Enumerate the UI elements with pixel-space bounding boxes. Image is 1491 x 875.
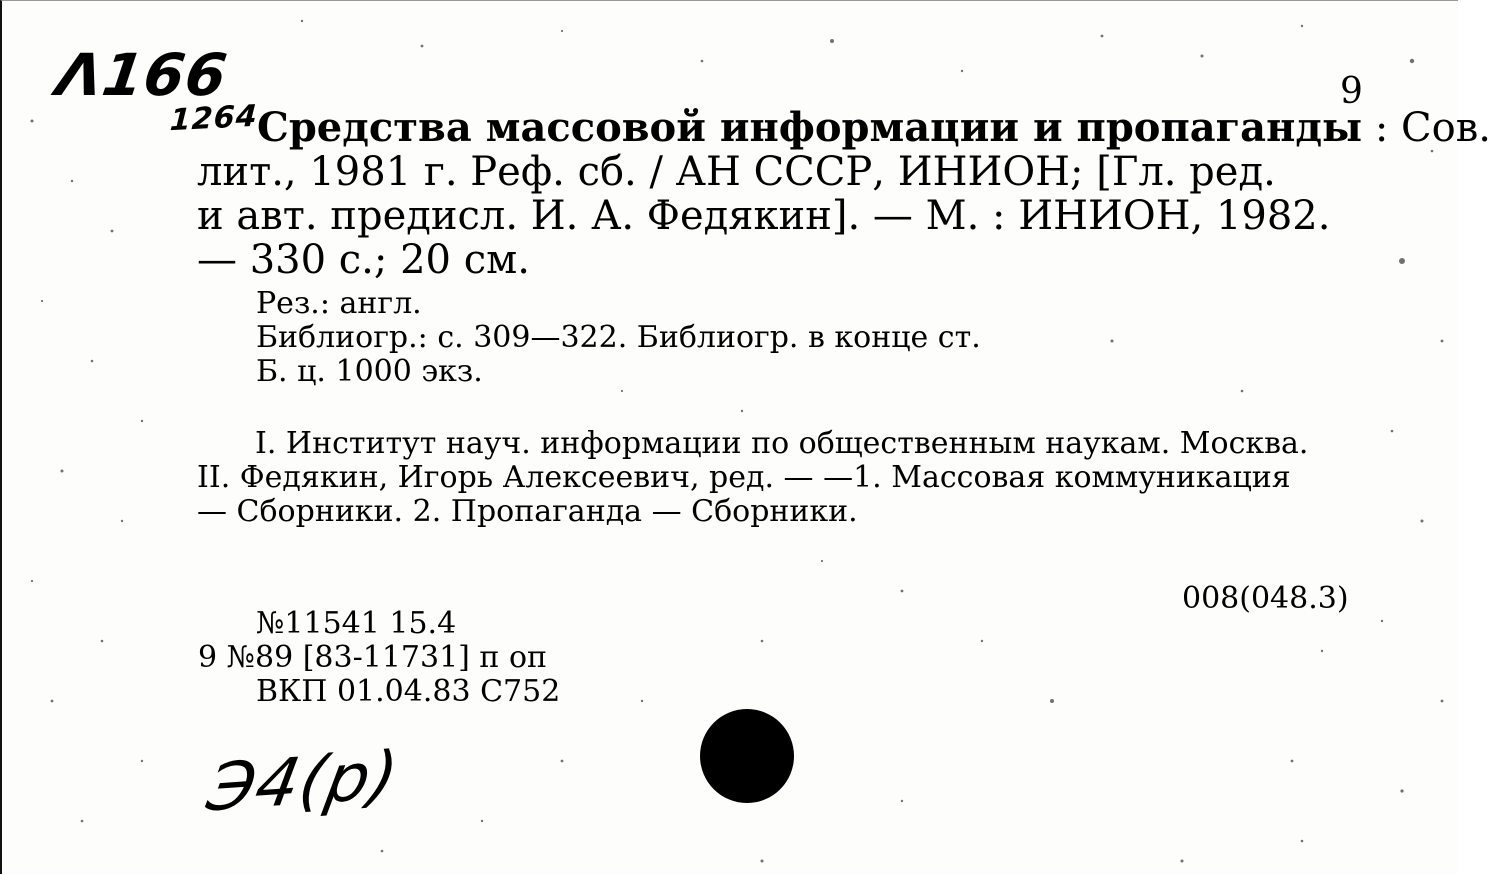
card-number: 9 xyxy=(1340,71,1363,112)
bibliographic-description xyxy=(197,104,1491,283)
note-summary: Рез.: англ. xyxy=(256,286,422,321)
punch-hole xyxy=(700,709,794,803)
registry-line-1: №11541 15.4 xyxy=(256,606,457,641)
title-heading-tail: : Сов. xyxy=(1362,105,1491,151)
title-heading: Средства массовой информации и пропаганды xyxy=(257,104,1363,151)
handwritten-shelf-code: Λ166 xyxy=(52,41,232,109)
title-line-4: — 330 с.; 20 см. xyxy=(197,237,530,283)
handwritten-shelf-subcode: 1264 xyxy=(168,98,259,139)
note-bibliography: Библиогр.: с. 309—322. Библиогр. в конце ст. xyxy=(256,320,981,355)
subject-line-3: — Сборники. 2. Пропаганда — Сборники. xyxy=(197,494,858,529)
subject-line-2: II. Федякин, Игорь Алексеевич, ред. — —1. Массовая коммуникация xyxy=(197,460,1291,495)
registry-block xyxy=(198,607,560,709)
title-line-1 xyxy=(197,104,1491,151)
udc-code: 008(048.3) xyxy=(1182,581,1349,616)
note-price-run: Б. ц. 1000 экз. xyxy=(256,354,483,389)
title-line-3: и авт. предисл. И. А. Федякин]. — М. : ИНИОН, 1982. xyxy=(197,193,1331,239)
handwritten-classification: Э4(р) xyxy=(201,736,405,827)
title-line-2: лит., 1981 г. Реф. сб. / АН СССР, ИНИОН; [Гл. ред. xyxy=(197,149,1276,195)
subject-headings xyxy=(197,427,1367,529)
notes-block xyxy=(256,287,981,389)
registry-line-3: ВКП 01.04.83 С752 xyxy=(256,674,561,709)
registry-line-2: 9 №89 [83-11731] п оп xyxy=(198,640,547,675)
subject-line-1: I. Институт науч. информации по общественным наукам. Москва. xyxy=(255,426,1309,461)
